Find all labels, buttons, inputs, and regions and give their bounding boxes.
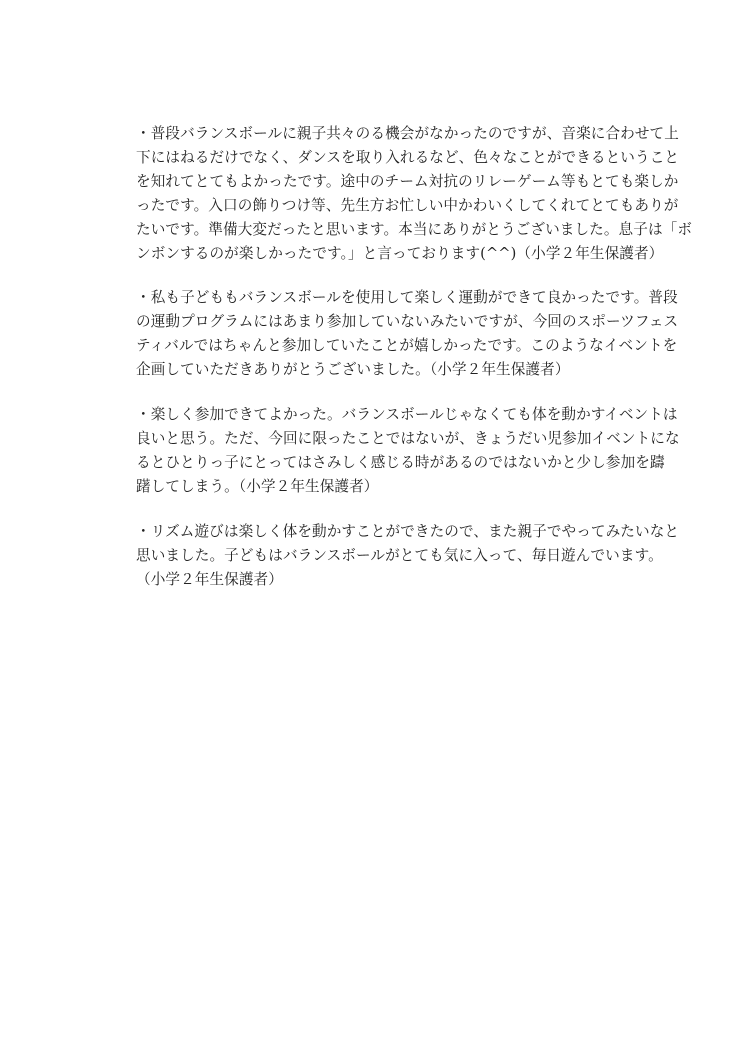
comment-text-line: ・普段バランスボールに親子共々のる機会がなかったのですが、音楽に合わせて上 bbox=[136, 125, 679, 142]
comment-text-line: ・私も子どももバランスボールを使用して楽しく運動ができて良かったです。普段 bbox=[136, 289, 678, 307]
parent-comment-1 bbox=[136, 122, 693, 265]
comment-text-line: の運動プログラムにはあまり参加していないみたいですが、今回のスポーツフェス bbox=[136, 313, 679, 331]
comment-text-line: を知れてとてもよかったです。途中のチーム対抗のリレーゲーム等もとても楽しか bbox=[136, 172, 679, 190]
comment-text-line: ティバルではちゃんと参加していたことが嬉しかったです。このようなイベントを bbox=[136, 337, 678, 355]
parent-comments-list bbox=[136, 122, 693, 612]
parent-comment-3 bbox=[136, 403, 680, 499]
comment-text-line: ・楽しく参加できてよかった。バランスボールじゃなくても体を動かすイベントは bbox=[136, 406, 678, 424]
comment-text-line: 良いと思う。ただ、今回に限ったことではないが、きょうだい児参加イベントにな bbox=[136, 429, 680, 447]
parent-comment-2 bbox=[136, 286, 679, 382]
comment-text-line: （小学２年生保護者） bbox=[136, 570, 283, 588]
parent-comment-4 bbox=[136, 520, 680, 592]
comment-text-line: 思いました。子どもはバランスボールがとても気に入って、毎日遊んでいます。 bbox=[136, 546, 663, 564]
comment-text-line: ンボンするのが楽しかったです。」と言っております(^^)（小学２年生保護者） bbox=[136, 244, 664, 262]
comment-text-line: 下にはねるだけでなく、ダンスを取り入れるなど、色々なことができるということ bbox=[136, 148, 680, 166]
comment-text-line: 企画していただきありがとうございました。（小学２年生保護者） bbox=[136, 361, 570, 379]
comment-text-line: 躇してしまう。（小学２年生保護者） bbox=[136, 477, 379, 495]
comment-text-line: たいです。準備大変だったと思います。本当にありがとうございました。息子は「ボ bbox=[136, 220, 693, 238]
comment-text-line: ったです。入口の飾りつけ等、先生方お忙しい中かわいくしてくれてとてもありが bbox=[136, 196, 679, 214]
comment-text-line: るとひとりっ子にとってはさみしく感じる時があるのではないかと少し参加を躊 bbox=[136, 453, 665, 471]
comment-text-line: ・リズム遊びは楽しく体を動かすことができたので、また親子でやってみたいなと bbox=[136, 522, 680, 540]
